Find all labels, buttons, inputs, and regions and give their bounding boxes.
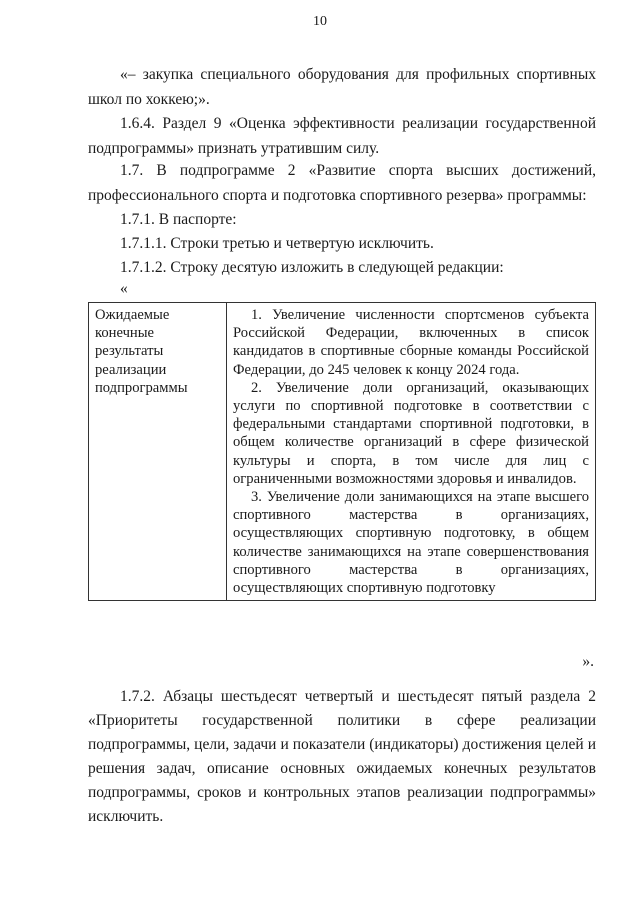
- paragraph-1-7: 1.7. В подпрограмме 2 «Развитие спорта высших достижений, профессионального спорта и подготовка спортивного резерва» программы:: [88, 162, 596, 204]
- opening-quote: «: [120, 280, 128, 297]
- line-1-7-1-1: 1.7.1.1. Строки третью и четвертую исключить.: [120, 235, 434, 252]
- line-1-7-1-2: 1.7.1.2. Строку десятую изложить в следующей редакции:: [120, 259, 504, 276]
- result-item: 1. Увеличение численности спортсменов субъекта Российской Федерации, включенных в список кандидатов в спортивные сборные команды Российской Федерации, до 245 человек к концу 2024 года.: [233, 307, 589, 378]
- paragraph-procurement: «– закупка специального оборудования для профильных спортивных школ по хоккею;».: [88, 66, 596, 108]
- passport-table: [88, 302, 596, 601]
- table-cell-label: Ожидаемые конечные результаты реализации подпрограммы: [89, 303, 227, 601]
- line-1-7-1: 1.7.1. В паспорте:: [120, 211, 237, 228]
- page-number: 10: [313, 14, 327, 29]
- closing-quote: ».: [582, 653, 594, 670]
- table-cell-results: [227, 303, 596, 601]
- paragraph-1-6-4: 1.6.4. Раздел 9 «Оценка эффективности реализации государственной подпрограммы» признать утратившим силу.: [88, 115, 596, 157]
- result-item: 2. Увеличение доли организаций, оказывающих услуги по спортивной подготовке в соответствии с федеральными стандартами спортивной подготовки, в общем количестве организаций в сфере физической культуры и спорта, в том числе для лиц с ограниченными возможностями здоровья и инвалидов.: [233, 379, 589, 487]
- result-item: 3. Увеличение доли занимающихся на этапе высшего спортивного мастерства в организациях, осуществляющих спортивную подготовку, в общем количестве занимающихся на этапе совершенствования спортивного мастерства в организациях, осуществляющих спортивную подготовку: [233, 489, 589, 597]
- paragraph-1-7-2: 1.7.2. Абзацы шестьдесят четвертый и шестьдесят пятый раздела 2 «Приоритеты государственной политики в сфере реализации подпрограммы, цели, задачи и показатели (индикаторы) достижения целей и решения задач, описание основных ожидаемых конечных результатов подпрограммы, сроков и контрольных этапов реализации подпрограммы» исключить.: [88, 688, 596, 825]
- table-row: [89, 303, 596, 601]
